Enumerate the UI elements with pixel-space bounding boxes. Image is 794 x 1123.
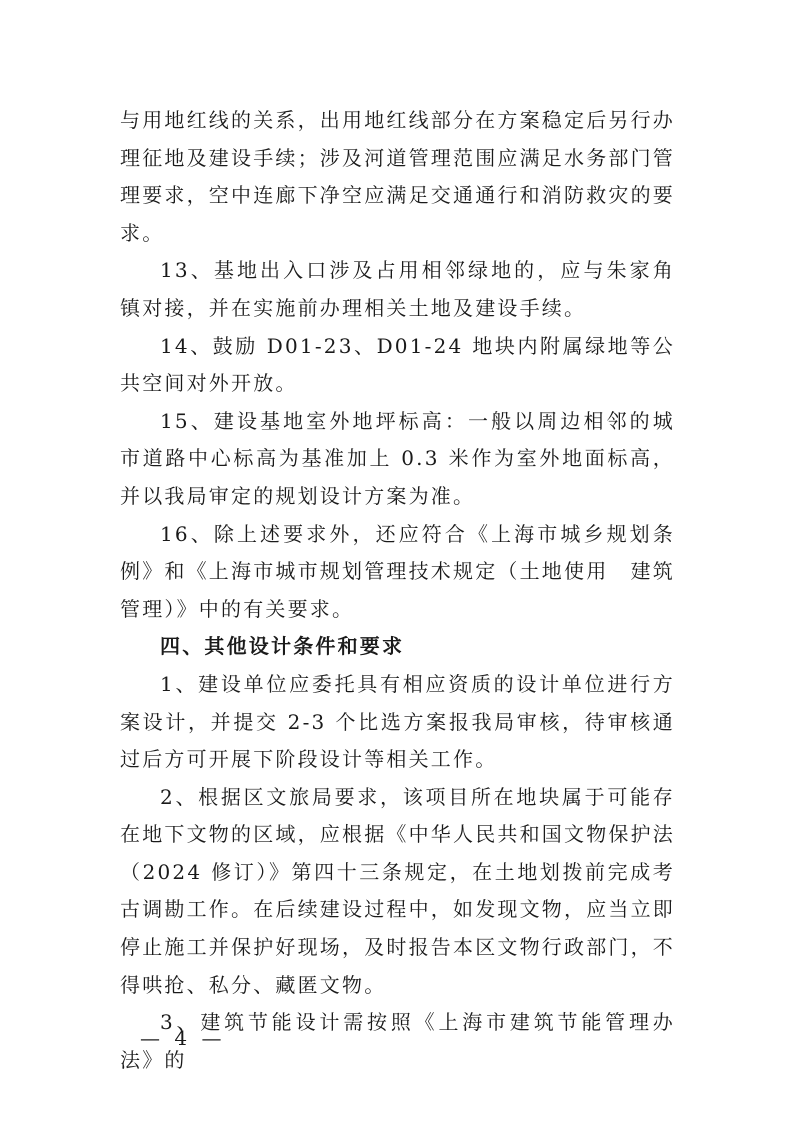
paragraph-continuation: 与用地红线的关系，出用地红线部分在方案稳定后另行办理征地及建设手续；涉及河道管理范围应满足水务部门管理要求，空中连廊下净空应满足交通通行和消防救灾的要求。 <box>120 108 675 245</box>
paragraph-item-15: 15、建设基地室外地坪标高：一般以周边相邻的城市道路中心标高为基准加上 0.3 米作为室外地面标高，并以我局审定的规划设计方案为准。 <box>120 408 675 508</box>
paragraph-item-13: 13、基地出入口涉及占用相邻绿地的，应与朱家角镇对接，并在实施前办理相关土地及建设手续。 <box>120 258 675 320</box>
paragraph-item-14: 14、鼓励 D01-23、D01-24 地块内附属绿地等公共空间对外开放。 <box>120 333 675 396</box>
document-body <box>120 102 675 1079</box>
paragraph-section4-item-3: 3、建筑节能设计需按照《上海市建筑节能管理办法》的 <box>120 1010 675 1072</box>
section-heading-4: 四、其他设计条件和要求 <box>160 634 405 659</box>
paragraph-section4-item-1: 1、建设单位应委托具有相应资质的设计单位进行方案设计，并提交 2-3 个比选方案报我局审核，待审核通过后方可开展下阶段设计等相关工作。 <box>120 671 675 772</box>
page-number: — 4 — <box>140 1026 226 1050</box>
paragraph-item-16: 16、除上述要求外，还应符合《上海市城乡规划条例》和《上海市城市规划管理技术规定（土地使用 建筑管理）》中的有关要求。 <box>120 521 675 621</box>
paragraph-section4-item-2: 2、根据区文旅局要求，该项目所在地块属于可能存在地下文物的区域，应根据《中华人民共和国文物保护法（2024 修订）》第四十三条规定，在土地划拨前完成考古调勘工作。在后续建设过程中，如发现文物，应当立即停止施工并保护好现场，及时报告本区文物行政部门，不得哄抢、私分、藏匿文物。 <box>120 784 675 997</box>
